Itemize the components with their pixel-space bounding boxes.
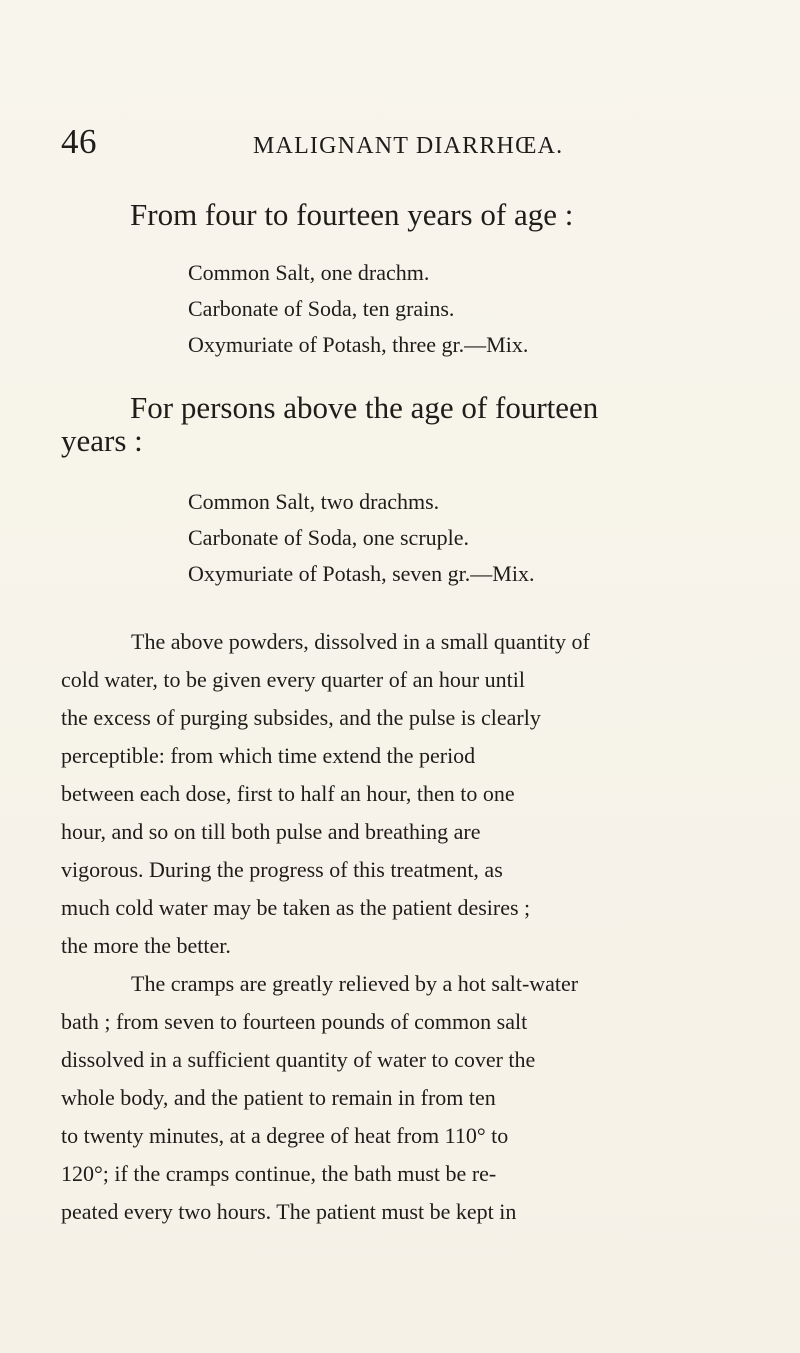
- body-text: [61, 623, 743, 1231]
- page-header: [0, 0, 800, 180]
- body-line: perceptible: from which time extend the period: [61, 743, 476, 768]
- recipe-list-above-fourteen: [188, 484, 748, 592]
- body-line: between each dose, first to half an hour, then to one: [61, 781, 515, 806]
- recipe-list-age-four-to-fourteen: [188, 255, 748, 363]
- body-line: cold water, to be given every quarter of an hour until: [61, 667, 526, 692]
- body-line: 120°; if the cramps continue, the bath must be re-: [61, 1161, 497, 1186]
- recipe-item: Carbonate of Soda, ten grains.: [188, 296, 455, 321]
- recipe-item: Oxymuriate of Potash, three gr.—Mix.: [188, 332, 529, 357]
- section-title-age-four-to-fourteen: From four to fourteen years of age :: [130, 197, 574, 232]
- running-head: MALIGNANT DIARRHŒA.: [253, 133, 564, 159]
- body-line: the excess of purging subsides, and the pulse is clearly: [61, 705, 541, 730]
- recipe-item: Carbonate of Soda, one scruple.: [188, 525, 470, 550]
- page-number: 46: [61, 122, 97, 161]
- body-line: The above powders, dissolved in a small quantity of: [131, 629, 590, 654]
- recipe-item: Oxymuriate of Potash, seven gr.—Mix.: [188, 561, 535, 586]
- body-line: bath ; from seven to fourteen pounds of common salt: [61, 1009, 528, 1034]
- recipe-item: Common Salt, one drachm.: [188, 260, 430, 285]
- body-line: much cold water may be taken as the patient desires ;: [61, 895, 531, 920]
- paragraph-dosage-instructions: [61, 623, 743, 965]
- body-line: whole body, and the patient to remain in from ten: [61, 1085, 496, 1110]
- body-line: vigorous. During the progress of this treatment, as: [61, 857, 503, 882]
- body-line: hour, and so on till both pulse and breathing are: [61, 819, 481, 844]
- body-line: dissolved in a sufficient quantity of water to cover the: [61, 1047, 536, 1072]
- body-line: the more the better.: [61, 933, 231, 958]
- body-line: to twenty minutes, at a degree of heat from 110° to: [61, 1123, 509, 1148]
- body-line: peated every two hours. The patient must be kept in: [61, 1199, 517, 1224]
- section-title-above-fourteen-line-2: years :: [61, 423, 143, 458]
- body-line: The cramps are greatly relieved by a hot salt-water: [131, 971, 579, 996]
- recipe-item: Common Salt, two drachms.: [188, 489, 440, 514]
- paragraph-cramps-treatment: [61, 965, 743, 1231]
- section-title-above-fourteen-line-1: For persons above the age of fourteen: [130, 390, 599, 425]
